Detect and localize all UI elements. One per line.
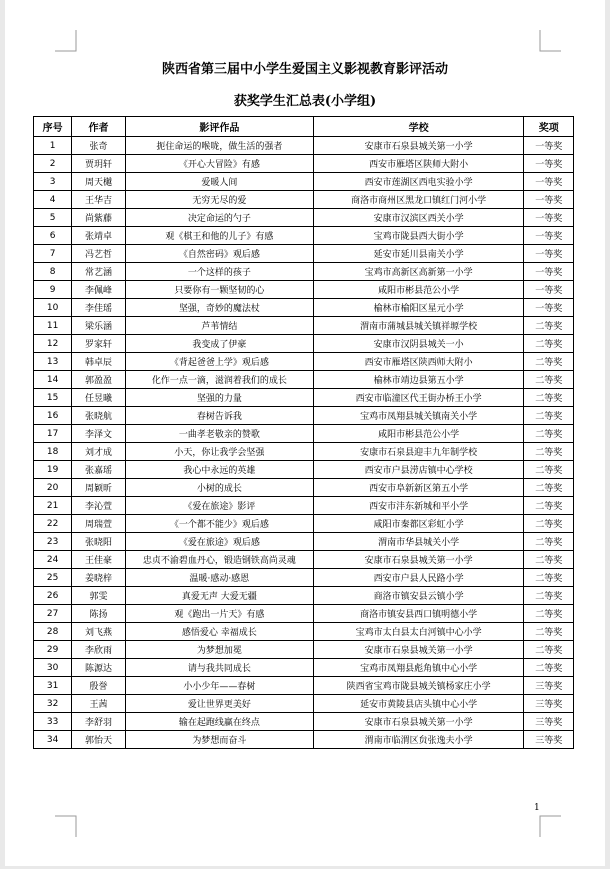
table-row xyxy=(34,479,574,497)
cell-school: 西安市临潼区代王街办桥王小学 xyxy=(313,389,524,407)
cell-index: 29 xyxy=(34,641,72,659)
cell-school: 宝鸡市陇县西大街小学 xyxy=(313,227,524,245)
table-row xyxy=(34,497,574,515)
cell-author: 李沁萱 xyxy=(72,497,126,515)
cell-school: 宝鸡市高新区高新第一小学 xyxy=(313,263,524,281)
cell-work: 一曲孝老敬亲的赞歌 xyxy=(125,425,313,443)
cell-author: 罗家轩 xyxy=(72,335,126,353)
cell-award: 一等奖 xyxy=(524,245,574,263)
cell-school: 榆林市榆阳区星元小学 xyxy=(313,299,524,317)
cell-author: 张晓航 xyxy=(72,407,126,425)
table-row xyxy=(34,389,574,407)
table-row xyxy=(34,209,574,227)
cell-work: 我变成了伊豪 xyxy=(125,335,313,353)
cell-work: 小树的成长 xyxy=(125,479,313,497)
cell-index: 24 xyxy=(34,551,72,569)
cell-work: 《爱在旅途》影评 xyxy=(125,497,313,515)
table-row xyxy=(34,713,574,731)
cell-index: 9 xyxy=(34,281,72,299)
cell-award: 二等奖 xyxy=(524,443,574,461)
cell-index: 4 xyxy=(34,191,72,209)
table-row xyxy=(34,677,574,695)
cell-school: 延安市黄陵县店头镇中心小学 xyxy=(313,695,524,713)
cell-award: 二等奖 xyxy=(524,659,574,677)
crop-mark-bottom-right xyxy=(539,815,561,837)
cell-school: 商洛市镇安县云镇小学 xyxy=(313,587,524,605)
cell-work: 一个这样的孩子 xyxy=(125,263,313,281)
cell-award: 二等奖 xyxy=(524,353,574,371)
cell-award: 二等奖 xyxy=(524,425,574,443)
cell-index: 1 xyxy=(34,137,72,155)
table-row xyxy=(34,263,574,281)
cell-author: 刘飞燕 xyxy=(72,623,126,641)
cell-author: 周颖昕 xyxy=(72,479,126,497)
cell-award: 一等奖 xyxy=(524,281,574,299)
cell-school: 安康市汉阴县城关一小 xyxy=(313,335,524,353)
cell-index: 7 xyxy=(34,245,72,263)
document-page xyxy=(5,0,605,866)
cell-work: 芦苇情结 xyxy=(125,317,313,335)
cell-award: 二等奖 xyxy=(524,335,574,353)
cell-work: 《开心大冒险》有感 xyxy=(125,155,313,173)
cell-index: 6 xyxy=(34,227,72,245)
cell-award: 一等奖 xyxy=(524,155,574,173)
cell-index: 31 xyxy=(34,677,72,695)
cell-award: 二等奖 xyxy=(524,497,574,515)
cell-index: 22 xyxy=(34,515,72,533)
column-header-work: 影评作品 xyxy=(125,117,313,137)
cell-author: 李佳瑶 xyxy=(72,299,126,317)
table-row xyxy=(34,569,574,587)
cell-index: 18 xyxy=(34,443,72,461)
cell-author: 陈源达 xyxy=(72,659,126,677)
table-row xyxy=(34,173,574,191)
cell-author: 刘才成 xyxy=(72,443,126,461)
table-row xyxy=(34,137,574,155)
cell-author: 王茜 xyxy=(72,695,126,713)
column-header-school: 学校 xyxy=(313,117,524,137)
cell-school: 延安市延川县南关小学 xyxy=(313,245,524,263)
cell-school: 榆林市靖边县第五小学 xyxy=(313,371,524,389)
cell-work: 我心中永远的英雄 xyxy=(125,461,313,479)
cell-author: 王佳豪 xyxy=(72,551,126,569)
column-header-index: 序号 xyxy=(34,117,72,137)
cell-author: 贾玥轩 xyxy=(72,155,126,173)
table-row xyxy=(34,371,574,389)
cell-award: 三等奖 xyxy=(524,713,574,731)
cell-author: 任昱曦 xyxy=(72,389,126,407)
cell-index: 30 xyxy=(34,659,72,677)
cell-index: 12 xyxy=(34,335,72,353)
cell-index: 16 xyxy=(34,407,72,425)
cell-award: 一等奖 xyxy=(524,209,574,227)
cell-index: 34 xyxy=(34,731,72,749)
document-subtitle: 获奖学生汇总表(小学组) xyxy=(233,94,377,109)
table-row xyxy=(34,515,574,533)
cell-work: 小小少年——春树 xyxy=(125,677,313,695)
cell-author: 殷誉 xyxy=(72,677,126,695)
table-row xyxy=(34,605,574,623)
cell-work: 为梦想而奋斗 xyxy=(125,731,313,749)
cell-school: 安康市石泉县迎丰九年制学校 xyxy=(313,443,524,461)
cell-school: 安康市汉滨区西关小学 xyxy=(313,209,524,227)
cell-author: 李舒羽 xyxy=(72,713,126,731)
cell-index: 25 xyxy=(34,569,72,587)
cell-work: 忠贞不渝碧血丹心，锻造钢铁高尚灵魂 xyxy=(125,551,313,569)
cell-school: 陕西省宝鸡市陇县城关镇杨家庄小学 xyxy=(313,677,524,695)
cell-author: 陈扬 xyxy=(72,605,126,623)
cell-award: 一等奖 xyxy=(524,299,574,317)
table-row xyxy=(34,191,574,209)
table-row xyxy=(34,695,574,713)
cell-award: 二等奖 xyxy=(524,569,574,587)
cell-award: 二等奖 xyxy=(524,461,574,479)
cell-award: 一等奖 xyxy=(524,191,574,209)
cell-index: 3 xyxy=(34,173,72,191)
cell-school: 渭南市蒲城县城关镇祥塬学校 xyxy=(313,317,524,335)
cell-index: 15 xyxy=(34,389,72,407)
cell-work: 扼住命运的喉咙，做生活的强者 xyxy=(125,137,313,155)
crop-mark-top-left xyxy=(55,30,77,52)
table-row xyxy=(34,533,574,551)
cell-author: 张奇 xyxy=(72,137,126,155)
cell-work: 温暖·感动·感恩 xyxy=(125,569,313,587)
cell-award: 二等奖 xyxy=(524,623,574,641)
cell-author: 张嘉瑶 xyxy=(72,461,126,479)
cell-school: 咸阳市彬县范公小学 xyxy=(313,281,524,299)
document-title: 陕西省第三届中小学生爱国主义影视教育影评活动 xyxy=(161,62,448,77)
cell-school: 安康市石泉县城关第一小学 xyxy=(313,713,524,731)
cell-award: 二等奖 xyxy=(524,407,574,425)
cell-work: 输在起跑线赢在终点 xyxy=(125,713,313,731)
cell-author: 韩卓辰 xyxy=(72,353,126,371)
cell-award: 二等奖 xyxy=(524,587,574,605)
column-header-award: 奖项 xyxy=(524,117,574,137)
cell-index: 17 xyxy=(34,425,72,443)
cell-author: 张晓阳 xyxy=(72,533,126,551)
cell-award: 三等奖 xyxy=(524,677,574,695)
cell-author: 李泽文 xyxy=(72,425,126,443)
cell-index: 13 xyxy=(34,353,72,371)
cell-author: 郭雯 xyxy=(72,587,126,605)
cell-work: 观《棋王和他的儿子》有感 xyxy=(125,227,313,245)
cell-school: 宝鸡市太白县太白河镇中心小学 xyxy=(313,623,524,641)
table-row xyxy=(34,317,574,335)
cell-award: 一等奖 xyxy=(524,227,574,245)
cell-index: 10 xyxy=(34,299,72,317)
cell-author: 周瑞萱 xyxy=(72,515,126,533)
cell-award: 二等奖 xyxy=(524,389,574,407)
cell-award: 二等奖 xyxy=(524,551,574,569)
cell-school: 咸阳市彬县范公小学 xyxy=(313,425,524,443)
cell-index: 26 xyxy=(34,587,72,605)
cell-author: 李佩峰 xyxy=(72,281,126,299)
cell-work: 《一个都不能少》观后感 xyxy=(125,515,313,533)
table-row xyxy=(34,407,574,425)
cell-work: 《爱在旅途》观后感 xyxy=(125,533,313,551)
cell-work: 决定命运的勺子 xyxy=(125,209,313,227)
cell-award: 三等奖 xyxy=(524,695,574,713)
cell-work: 坚强，奇妙的魔法杖 xyxy=(125,299,313,317)
cell-author: 梁乐涵 xyxy=(72,317,126,335)
cell-work: 爱暖人间 xyxy=(125,173,313,191)
cell-index: 2 xyxy=(34,155,72,173)
table-row xyxy=(34,335,574,353)
cell-index: 28 xyxy=(34,623,72,641)
cell-award: 一等奖 xyxy=(524,173,574,191)
cell-work: 《背起爸爸上学》观后感 xyxy=(125,353,313,371)
table-row xyxy=(34,425,574,443)
cell-school: 商洛市镇安县西口镇明德小学 xyxy=(313,605,524,623)
cell-index: 8 xyxy=(34,263,72,281)
cell-school: 安康市石泉县城关第一小学 xyxy=(313,137,524,155)
cell-school: 西安市莲湖区西电实验小学 xyxy=(313,173,524,191)
cell-award: 二等奖 xyxy=(524,317,574,335)
cell-school: 西安市雁塔区陕师大附小 xyxy=(313,155,524,173)
cell-index: 23 xyxy=(34,533,72,551)
cell-author: 周天樾 xyxy=(72,173,126,191)
page-number: 1 xyxy=(534,803,540,813)
cell-work: 请与我共同成长 xyxy=(125,659,313,677)
cell-author: 姜晓梓 xyxy=(72,569,126,587)
table-row xyxy=(34,227,574,245)
cell-author: 李欣雨 xyxy=(72,641,126,659)
crop-mark-bottom-left xyxy=(55,815,77,837)
cell-school: 西安市阜新新区第五小学 xyxy=(313,479,524,497)
cell-school: 宝鸡市凤翔县城关镇南关小学 xyxy=(313,407,524,425)
cell-index: 19 xyxy=(34,461,72,479)
cell-school: 渭南市华县城关小学 xyxy=(313,533,524,551)
cell-index: 21 xyxy=(34,497,72,515)
cell-author: 郭怡天 xyxy=(72,731,126,749)
cell-work: 化作一点一滴，滋润着我们的成长 xyxy=(125,371,313,389)
cell-award: 一等奖 xyxy=(524,263,574,281)
cell-author: 王华吉 xyxy=(72,191,126,209)
cell-index: 20 xyxy=(34,479,72,497)
cell-work: 爱让世界更美好 xyxy=(125,695,313,713)
cell-school: 安康市石泉县城关第一小学 xyxy=(313,551,524,569)
cell-school: 安康市石泉县城关第一小学 xyxy=(313,641,524,659)
cell-index: 32 xyxy=(34,695,72,713)
cell-award: 二等奖 xyxy=(524,479,574,497)
cell-author: 张靖卓 xyxy=(72,227,126,245)
cell-school: 西安市户县涝店镇中心学校 xyxy=(313,461,524,479)
cell-work: 坚强的力量 xyxy=(125,389,313,407)
table-row xyxy=(34,623,574,641)
table-row xyxy=(34,461,574,479)
cell-index: 27 xyxy=(34,605,72,623)
cell-award: 一等奖 xyxy=(524,137,574,155)
cell-school: 商洛市商州区黑龙口镇红门河小学 xyxy=(313,191,524,209)
cell-work: 感悟爱心 幸福成长 xyxy=(125,623,313,641)
table-row xyxy=(34,443,574,461)
cell-school: 西安市沣东新城和平小学 xyxy=(313,497,524,515)
cell-work: 小天，你让我学会坚强 xyxy=(125,443,313,461)
cell-award: 二等奖 xyxy=(524,515,574,533)
cell-award: 二等奖 xyxy=(524,605,574,623)
table-row xyxy=(34,299,574,317)
cell-award: 三等奖 xyxy=(524,731,574,749)
cell-index: 5 xyxy=(34,209,72,227)
table-row xyxy=(34,551,574,569)
table-row xyxy=(34,641,574,659)
table-row xyxy=(34,155,574,173)
cell-author: 郭盈盈 xyxy=(72,371,126,389)
column-header-author: 作者 xyxy=(72,117,126,137)
table-row xyxy=(34,353,574,371)
cell-school: 渭南市临渭区贠张逸夫小学 xyxy=(313,731,524,749)
cell-work: 只要你有一颗坚韧的心 xyxy=(125,281,313,299)
cell-school: 咸阳市秦都区彩虹小学 xyxy=(313,515,524,533)
cell-index: 11 xyxy=(34,317,72,335)
crop-mark-top-right xyxy=(539,30,561,52)
cell-index: 14 xyxy=(34,371,72,389)
table-row xyxy=(34,731,574,749)
table-row xyxy=(34,281,574,299)
cell-award: 二等奖 xyxy=(524,533,574,551)
cell-work: 真爱无声 大爱无疆 xyxy=(125,587,313,605)
cell-school: 西安市户县人民路小学 xyxy=(313,569,524,587)
table-header-row xyxy=(34,117,574,137)
cell-school: 西安市雁塔区陕西师大附小 xyxy=(313,353,524,371)
cell-author: 尚紫藤 xyxy=(72,209,126,227)
cell-work: 《自然密码》观后感 xyxy=(125,245,313,263)
cell-author: 常艺涵 xyxy=(72,263,126,281)
table-row xyxy=(34,587,574,605)
award-table xyxy=(33,116,574,749)
cell-author: 冯艺哲 xyxy=(72,245,126,263)
cell-work: 为梦想加冕 xyxy=(125,641,313,659)
cell-work: 无穷无尽的爱 xyxy=(125,191,313,209)
cell-award: 二等奖 xyxy=(524,371,574,389)
cell-work: 观《跑出一片天》有感 xyxy=(125,605,313,623)
cell-work: 春树告诉我 xyxy=(125,407,313,425)
cell-index: 33 xyxy=(34,713,72,731)
cell-school: 宝鸡市凤翔县彪角镇中心小学 xyxy=(313,659,524,677)
cell-award: 二等奖 xyxy=(524,641,574,659)
table-row xyxy=(34,659,574,677)
table-row xyxy=(34,245,574,263)
